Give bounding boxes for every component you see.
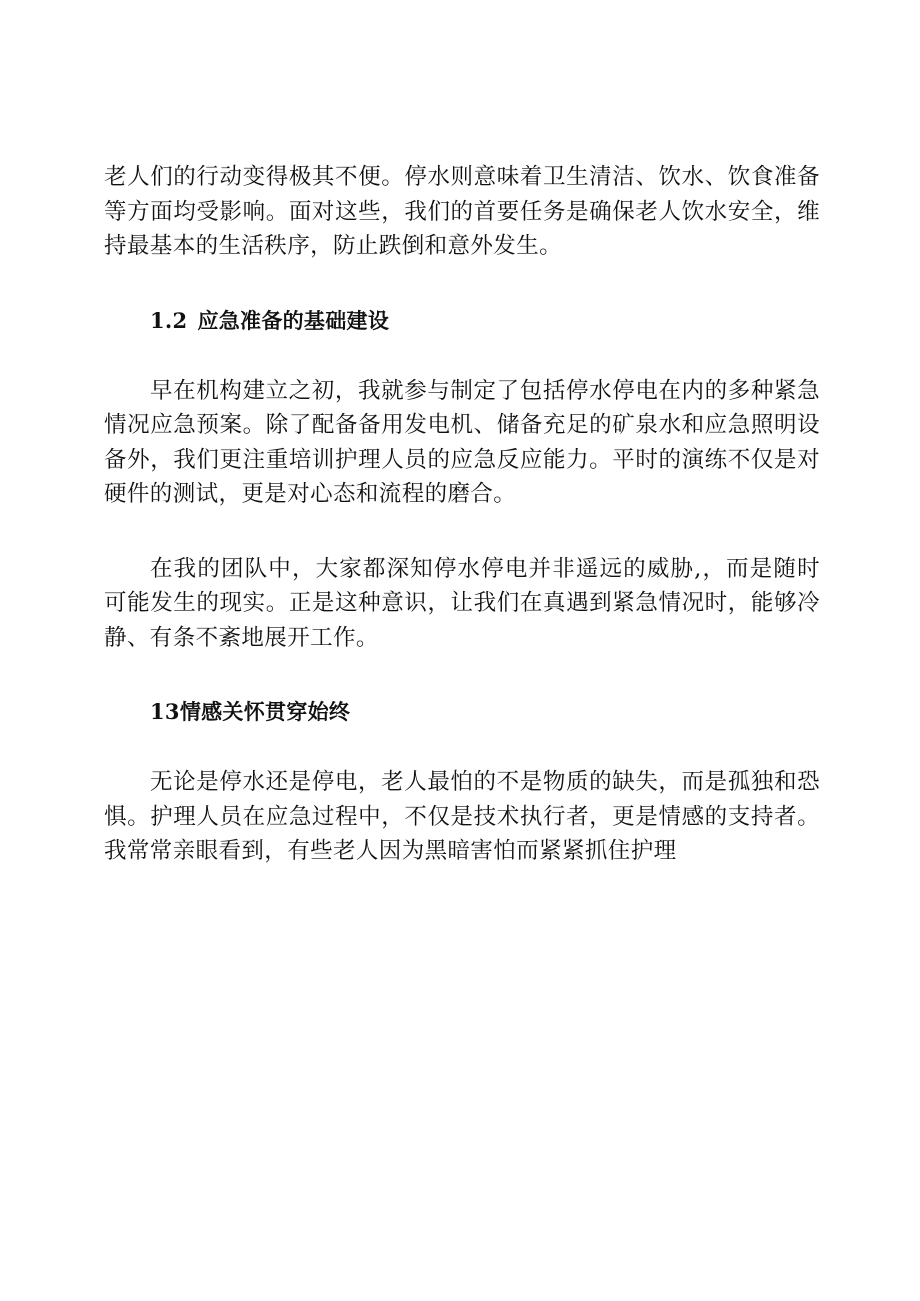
- document-page: [104, 160, 820, 869]
- section-number: 1.2: [150, 307, 188, 333]
- spacer: [104, 264, 820, 304]
- paragraph-team-awareness: 在我的团队中，大家都深知停水停电并非遥远的威胁,，而是随时可能发生的现实。正是这种意识，让我们在真遇到紧急情况时，能够冷静、有条不紊地展开工作。: [104, 555, 820, 651]
- paragraph-emergency-plan: 早在机构建立之初，我就参与制定了包括停水停电在内的多种紧急情况应急预案。除了配备备用发电机、储备充足的矿泉水和应急照明设备外，我们更注重培训护理人员的应急反应能力。平时的演练不仅是对硬件的测试，更是对心态和流程的磨合。: [104, 377, 820, 507]
- section-title: 应急准备的基础建设: [197, 307, 390, 333]
- paragraph-emotional-care: 无论是停水还是停电，老人最怕的不是物质的缺失，而是孤独和恐惧。护理人员在应急过程中，不仅是技术执行者，更是情感的支持者。我常常亲眼看到，有些老人因为黑暗害怕而紧紧抓住护理: [104, 769, 820, 864]
- spacer: [104, 729, 820, 765]
- section-heading-1-2: [104, 304, 820, 338]
- section-heading-1-3: 13情感关怀贯穿始终: [150, 699, 351, 724]
- spacer: [104, 338, 820, 374]
- spacer: [104, 655, 820, 695]
- paragraph-intro-continued: 老人们的行动变得极其不便。停水则意味着卫生清洁、饮水、饮食准备等方面均受影响。面对这些，我们的首要任务是确保老人饮水安全，维持最基本的生活秩序，防止跌倒和意外发生。: [104, 164, 820, 259]
- spacer: [104, 512, 820, 552]
